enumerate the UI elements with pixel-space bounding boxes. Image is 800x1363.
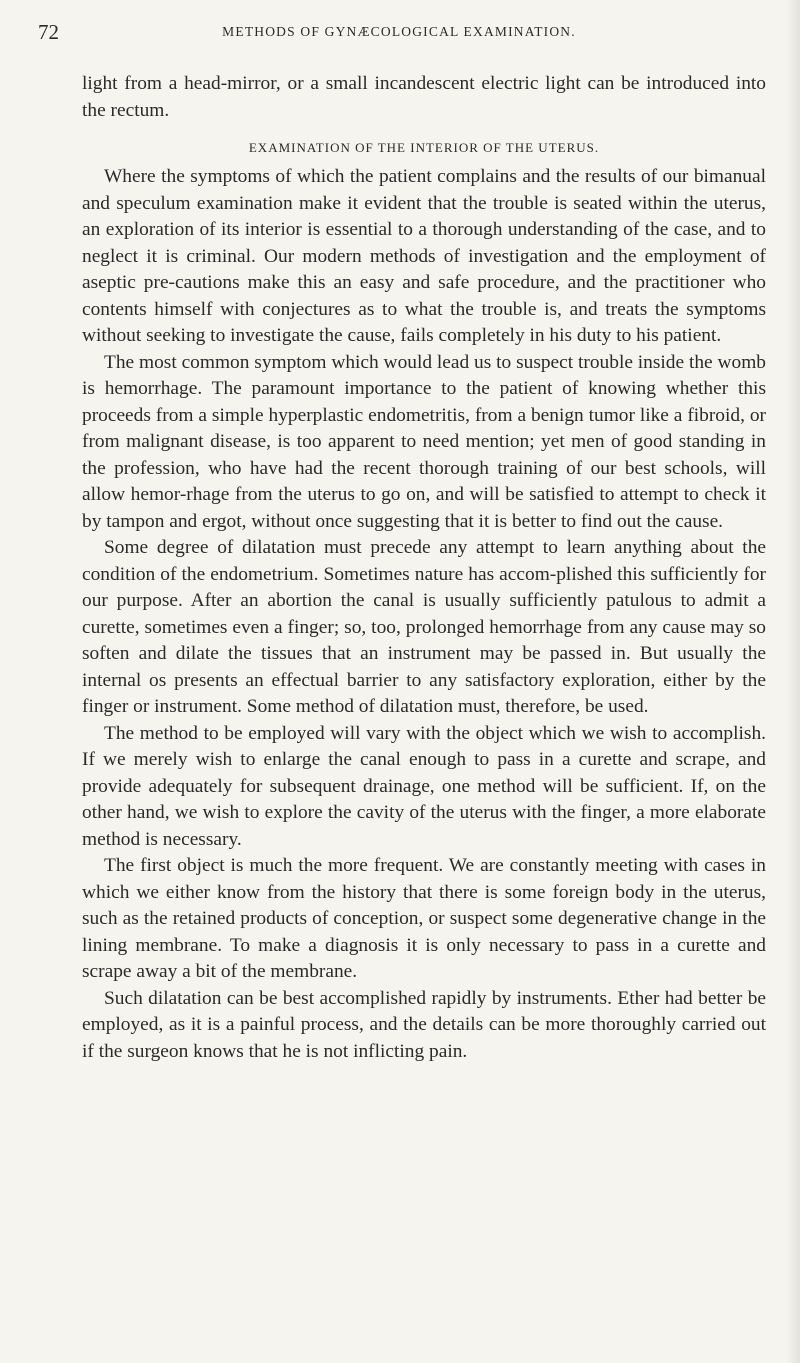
page-edge-shadow <box>786 0 800 1363</box>
body-paragraph: Some degree of dilatation must precede any attempt to learn anything about the condition of the endometrium. Sometimes nature has accom-plished this sufficiently for our purpose. After an abortion the canal is usually sufficiently patulous to admit a curette, sometimes even a finger; so, too, prolonged hemorrhage from any cause may so soften and dilate the tissues that an instrument may be passed in. But usually the internal os presents an effectual barrier to any satisfactory exploration, either by the finger or instrument. Some method of dilatation must, therefore, be used. <box>82 537 766 717</box>
page-number: 72 <box>38 20 59 44</box>
section-heading: EXAMINATION OF THE INTERIOR OF THE UTERUS. <box>248 140 600 155</box>
body-paragraph: The method to be employed will vary with the object which we wish to accomplish. If we merely wish to enlarge the canal enough to pass in a curette and scrape, and provide adequately for subsequent drainage, one method will be sufficient. If, on the other hand, we wish to explore the cavity of the uterus with the finger, a more elaborate method is necessary. <box>82 722 766 850</box>
running-title: METHODS OF GYNÆCOLOGICAL EXAMINATION. <box>222 24 576 39</box>
body-paragraph: The most common symptom which would lead us to suspect trouble inside the womb is hemorrhage. The paramount importance to the patient of knowing whether this proceeds from a simple hyperplastic endometritis, from a benign tumor like a fibroid, or from malignant disease, is too apparent to need mention; yet men of good standing in the profession, who have had the recent thorough training of our best schools, will allow hemor-rhage from the uterus to go on, and will be satisfied to attempt to check it by tampon and ergot, without once suggesting that it is better to find out the cause. <box>82 351 766 532</box>
intro-continuation-paragraph: light from a head-mirror, or a small incandescent electric light can be introduced into the rectum. <box>82 73 766 121</box>
body-paragraph: Such dilatation can be best accomplished rapidly by instruments. Ether had better be employed, as it is a painful process, and the details can be more thoroughly carried out if the surgeon knows that he is not inflicting pain. <box>82 987 766 1062</box>
body-paragraph: Where the symptoms of which the patient complains and the results of our bimanual and speculum examination make it evident that the trouble is seated within the uterus, an exploration of its interior is essential to a thorough understanding of the case, and to neglect it is criminal. Our modern methods of investigation and the employment of aseptic pre-cautions make this an easy and safe procedure, and the practitioner who contents himself with conjectures as to what the trouble is, and treats the symptoms without seeking to investigate the cause, fails completely in his duty to his patient. <box>82 166 766 346</box>
page-header <box>38 20 760 50</box>
page-body <box>82 71 766 1065</box>
body-paragraph: The first object is much the more frequent. We are constantly meeting with cases in which we either know from the history that there is some foreign body in the uterus, such as the retained products of conception, or suspect some degenerative change in the lining membrane. To make a diagnosis it is only necessary to pass in a curette and scrape away a bit of the membrane. <box>82 855 766 982</box>
